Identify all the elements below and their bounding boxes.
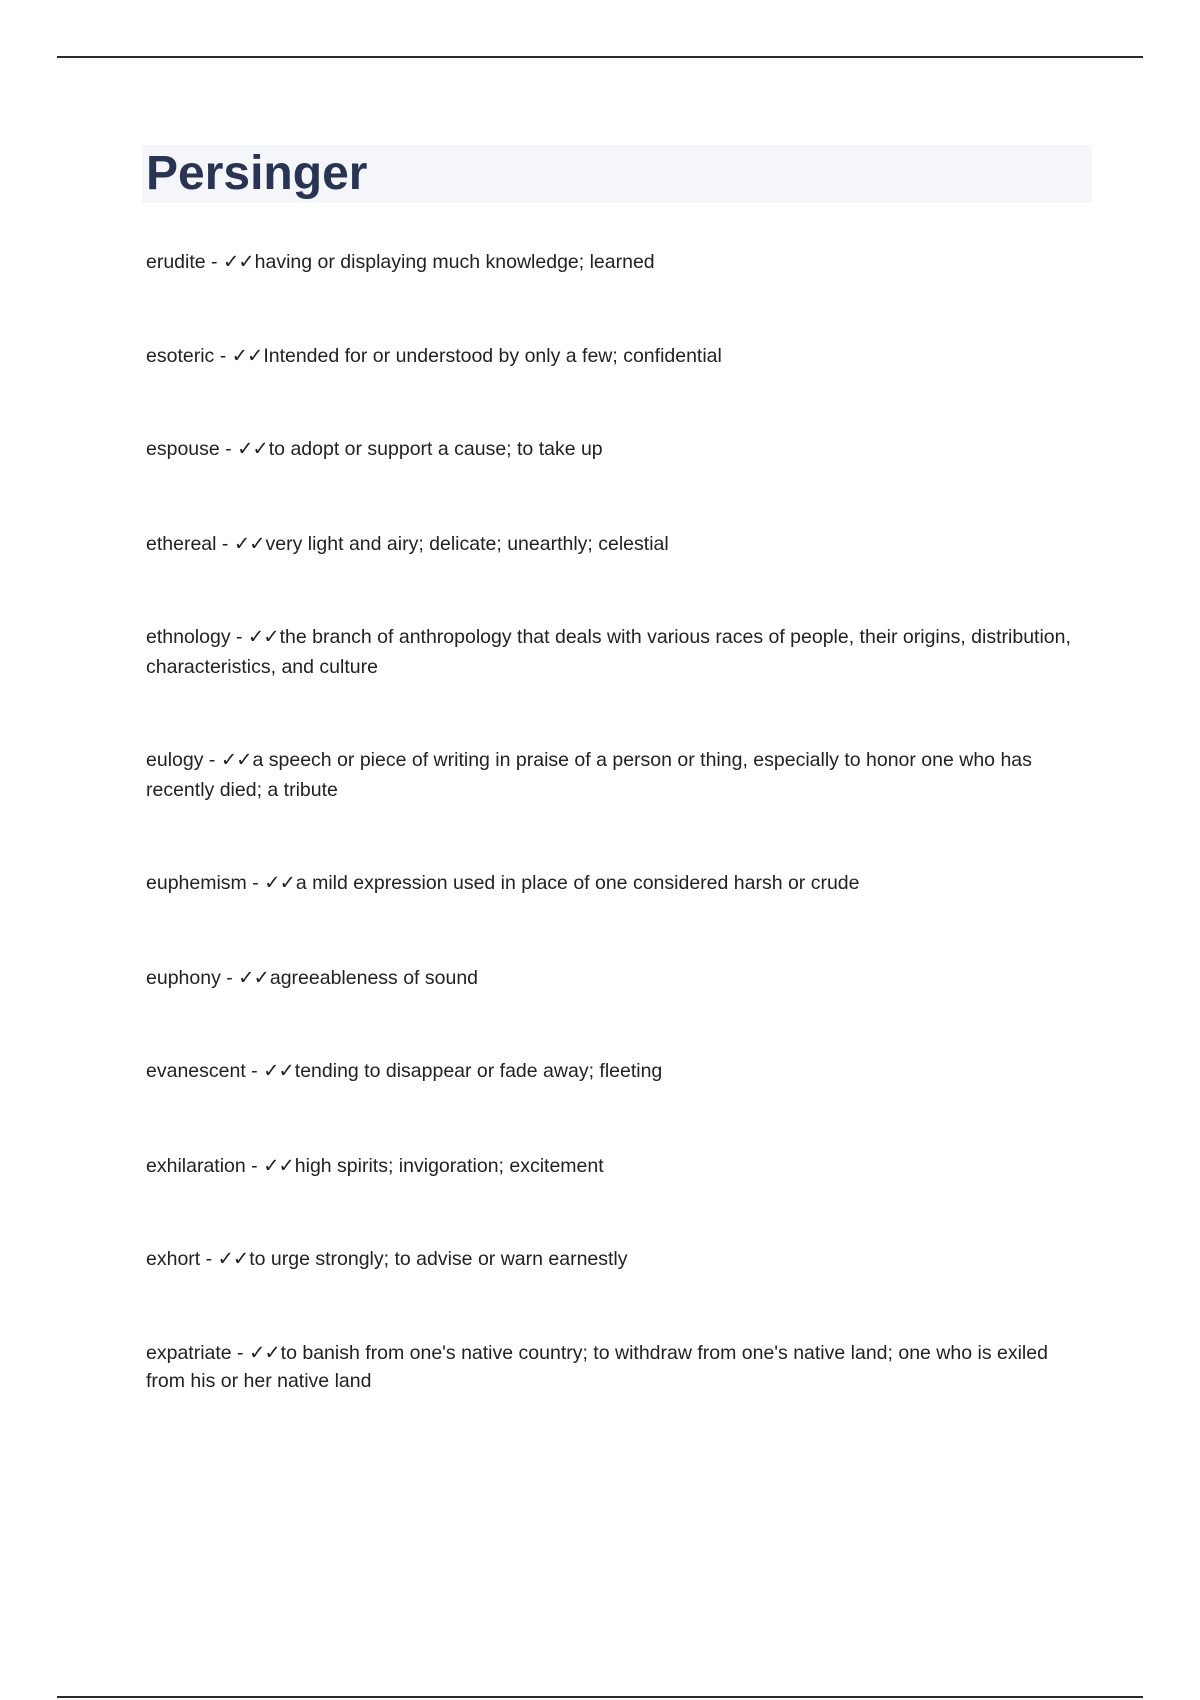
glossary-entry (146, 1244, 1086, 1274)
entry-term: expatriate (146, 1342, 232, 1364)
entry-separator: - (246, 872, 265, 894)
entry-term: eulogy (146, 749, 204, 771)
glossary-entry (146, 745, 1086, 805)
entry-term: erudite (146, 251, 206, 273)
check-icon: ✓✓ (231, 345, 263, 367)
entry-term: ethereal (146, 533, 217, 555)
entry-definition: a speech or piece of writing in praise of a person or thing, especially to honor one who has recently died; a tribute (146, 749, 1032, 801)
glossary-entry (146, 1056, 1086, 1086)
glossary-entry (146, 529, 1086, 559)
glossary-entry (146, 1339, 1086, 1395)
entry-separator: - (231, 1342, 249, 1364)
entry-term: evanescent (146, 1060, 246, 1082)
entry-definition: a mild expression used in place of one considered harsh or crude (295, 872, 860, 894)
glossary-entry (146, 341, 1086, 371)
title-band (142, 145, 1092, 203)
entry-definition: having or displaying much knowledge; learned (254, 251, 655, 273)
entry-separator: - (230, 626, 248, 648)
entry-separator: - (205, 251, 223, 273)
check-icon: ✓✓ (248, 1342, 280, 1364)
entry-definition: very light and airy; delicate; unearthly; celestial (265, 533, 669, 555)
entry-separator: - (214, 345, 232, 367)
bottom-rule (57, 1696, 1143, 1698)
entry-separator: - (219, 438, 238, 460)
entry-separator: - (220, 967, 239, 989)
top-rule (57, 56, 1143, 58)
check-icon: ✓✓ (217, 1248, 249, 1270)
entry-definition: to adopt or support a cause; to take up (268, 438, 603, 460)
check-icon: ✓✓ (263, 1155, 294, 1177)
check-icon: ✓✓ (220, 749, 252, 771)
entry-definition: to urge strongly; to advise or warn earnestly (249, 1248, 628, 1270)
check-icon: ✓✓ (263, 1060, 294, 1082)
entry-definition: agreeableness of sound (269, 967, 479, 989)
glossary-entry (146, 434, 1086, 464)
entry-definition: Intended for or understood by only a few; confidential (263, 345, 722, 367)
entry-separator: - (245, 1060, 264, 1082)
glossary-entry (146, 868, 1086, 898)
glossary-entry (146, 247, 1086, 277)
glossary-entry (146, 963, 1086, 993)
entry-term: esoteric (146, 345, 215, 367)
entry-term: euphony (146, 967, 221, 989)
check-icon: ✓✓ (237, 438, 268, 460)
entry-term: exhilaration (146, 1155, 246, 1177)
check-icon: ✓✓ (238, 967, 269, 989)
entry-definition: high spirits; invigoration; excitement (294, 1155, 604, 1177)
entry-separator: - (200, 1248, 218, 1270)
entry-separator: - (245, 1155, 264, 1177)
entry-term: exhort (146, 1248, 201, 1270)
check-icon: ✓✓ (247, 626, 279, 648)
entry-separator: - (216, 533, 234, 555)
entry-definition: to banish from one's native country; to withdraw from one's native land; one who is exiled from his or her native land (146, 1342, 1048, 1392)
entry-separator: - (203, 749, 221, 771)
check-icon: ✓✓ (233, 533, 265, 555)
entry-term: espouse (146, 438, 220, 460)
check-icon: ✓✓ (222, 251, 254, 273)
entry-definition: the branch of anthropology that deals with various races of people, their origins, distribution, characteristics, and culture (146, 626, 1071, 678)
entry-definition: tending to disappear or fade away; fleeting (294, 1060, 663, 1082)
entry-term: euphemism (146, 872, 247, 894)
check-icon: ✓✓ (264, 872, 295, 894)
entry-term: ethnology (146, 626, 231, 648)
page-title: Persinger (146, 147, 368, 200)
glossary-entry (146, 622, 1086, 682)
glossary-entry (146, 1151, 1086, 1181)
